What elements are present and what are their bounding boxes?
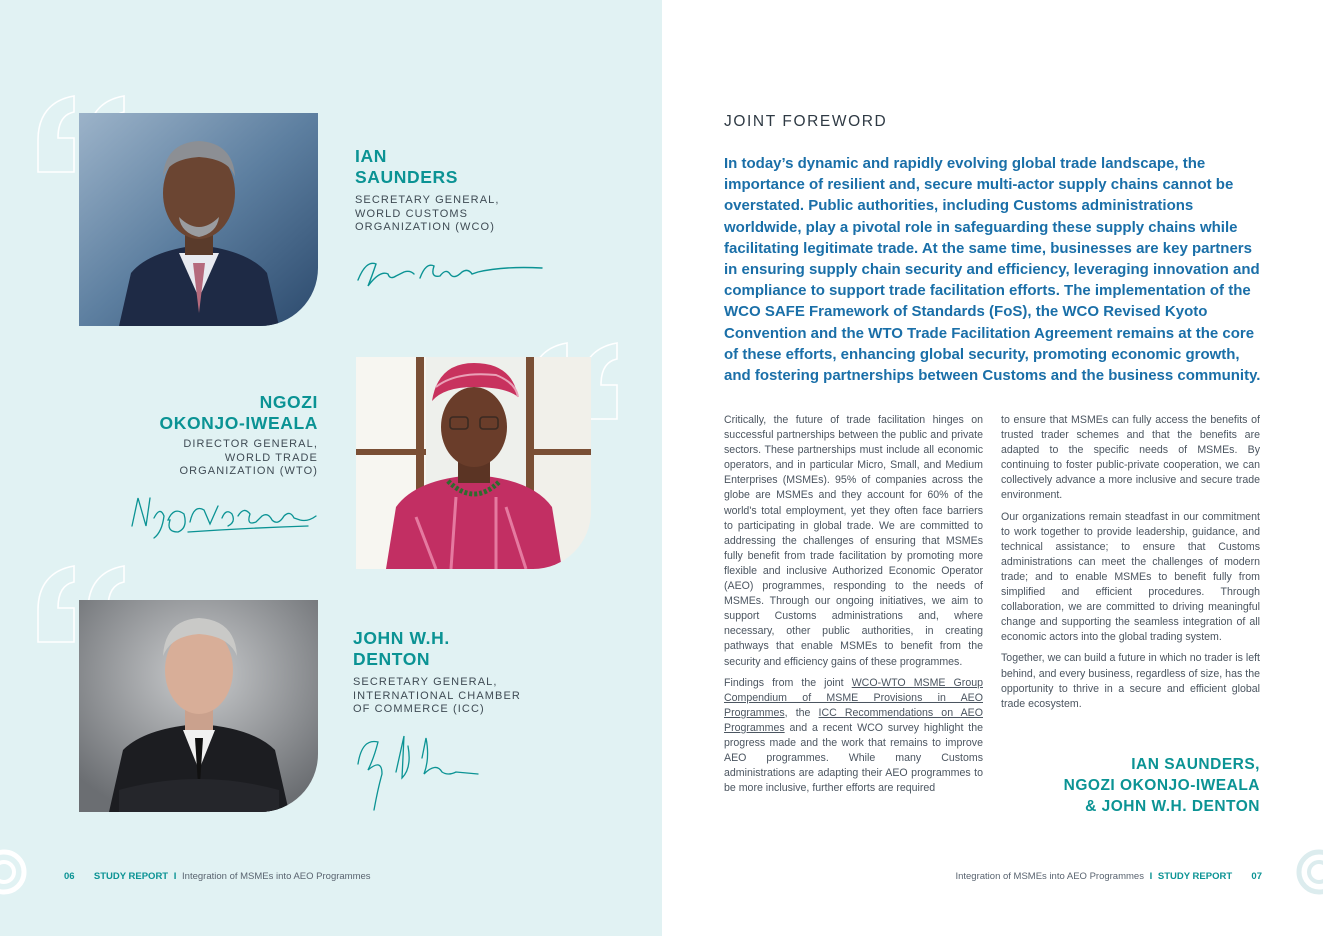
portrait-ian-saunders <box>79 113 318 326</box>
person-title-1: SECRETARY GENERAL, WORLD CUSTOMS ORGANIZATION (WCO) <box>355 194 500 233</box>
signature-ngozi-okonjo-iweala <box>128 492 320 544</box>
person-name-1: IAN SAUNDERS <box>355 146 459 187</box>
portrait-ngozi-okonjo-iweala <box>356 357 591 569</box>
circle-logo-icon <box>1295 848 1323 896</box>
body-paragraph: Findings from the joint WCO-WTO MSME Group Compendium of MSME Provisions in AEO Programmes, the ICC Recommendations on AEO Programmes and a recent WCO survey highlight the progress made and the work that remains to improve AEO programmes. While many Customs administrations are adapting their AEO programmes to be more inclusive, further efforts are required <box>724 676 983 795</box>
right-page <box>662 0 1323 936</box>
body-column-2 <box>1001 413 1260 718</box>
signature-john-denton <box>352 728 484 814</box>
footer-section: STUDY REPORT <box>1157 871 1233 882</box>
page-number: 06 <box>64 871 75 882</box>
icc-recommendations-link[interactable]: ICC Recommendations on AEO Programmes <box>724 706 983 734</box>
left-footer <box>64 871 371 882</box>
lead-paragraph: In today’s dynamic and rapidly evolving global trade landscape, the importance of resilient and, secure multi-actor supply chains cannot be overstated. Public authorities, including Customs administrations worldwide, play a pivotal role in safeguarding these supply chains while facilitating legitimate trade. At the same time, businesses are key partners in ensuring supply chain security and efficiency, leveraging innovation and compliance to support trade facilitation efforts. The implementation of the WCO SAFE Framework of Standards (FoS), the WCO Revised Kyoto Convention and the WTO Trade Facilitation Agreement remains at the core of these efforts, enhancing global security, promoting economic growth, and fostering partnerships between Customs and the business community. <box>724 155 1261 385</box>
compendium-link[interactable]: WCO-WTO MSME Group Compendium of MSME Provisions in AEO Programmes <box>724 676 983 719</box>
person-name-3: JOHN W.H. DENTON <box>353 628 450 669</box>
body-paragraph: to ensure that MSMEs can fully access the benefits of trusted trader schemes and that the benefits are adapted to the specific needs of MSMEs. By continuing to foster public-private cooperation, we can collectively advance a more inclusive and secure trade environment. <box>1001 414 1260 502</box>
footer-subtitle: Integration of MSMEs into AEO Programmes <box>182 871 371 882</box>
closing-signatories: IAN SAUNDERS, NGOZI OKONJO-IWEALA & JOHN W.H. DENTON <box>1063 756 1260 815</box>
page-title: JOINT FOREWORD <box>724 113 888 130</box>
portrait-john-denton <box>79 600 318 812</box>
page-number: 07 <box>1251 871 1262 882</box>
body-column-1 <box>724 413 983 802</box>
body-paragraph: Our organizations remain steadfast in our commitment to work together to provide leadership, guidance, and technical assistance; to ensure that Customs administrations can meet the challenges of modern trade; and to enable MSMEs to benefit fully from simplified and efficient procedures. Through collaboration, we are committed to driving meaningful change and supporting the seamless integration of all economic actors into the global trading system. <box>1001 510 1260 644</box>
footer-separator: I <box>173 871 177 882</box>
signature-ian-saunders <box>354 250 546 294</box>
footer-separator: I <box>1149 871 1153 882</box>
footer-subtitle: Integration of MSMEs into AEO Programmes <box>955 871 1144 882</box>
circle-logo-icon <box>0 848 28 896</box>
footer-section: STUDY REPORT <box>93 871 169 882</box>
body-paragraph: Together, we can build a future in which no trader is left behind, and every business, regardless of size, has the opportunity to thrive in a secure and efficient global trade ecosystem. <box>1001 652 1260 710</box>
body-paragraph: Critically, the future of trade facilitation hinges on successful partnerships between the public and private sectors. These partnerships must include all economic operators, and in particular Micro, Small, and Medium Enterprises (MSMEs). 95% of companies across the globe are MSMEs and they account for 60% of the world's total employment, yet they often face barriers to participating in global trade. We are committed to addressing the challenges of ensuring that MSMEs fully benefit from trade facilitation by promoting more flexible and inclusive Authorized Economic Operator (AEO) programmes, responding to the needs of MSMEs. Through our ongoing initiatives, we aim to support Customs administrations and, where necessary, other public authorities, in creating pathways that enable MSMEs to benefit from the security and efficiency gains of these programmes. <box>724 414 983 668</box>
person-name-2: NGOZI OKONJO-IWEALA <box>159 392 318 433</box>
right-footer <box>955 871 1262 882</box>
person-title-2: DIRECTOR GENERAL, WORLD TRADE ORGANIZATION (WTO) <box>179 438 318 477</box>
person-title-3: SECRETARY GENERAL, INTERNATIONAL CHAMBER OF COMMERCE (ICC) <box>353 676 521 715</box>
